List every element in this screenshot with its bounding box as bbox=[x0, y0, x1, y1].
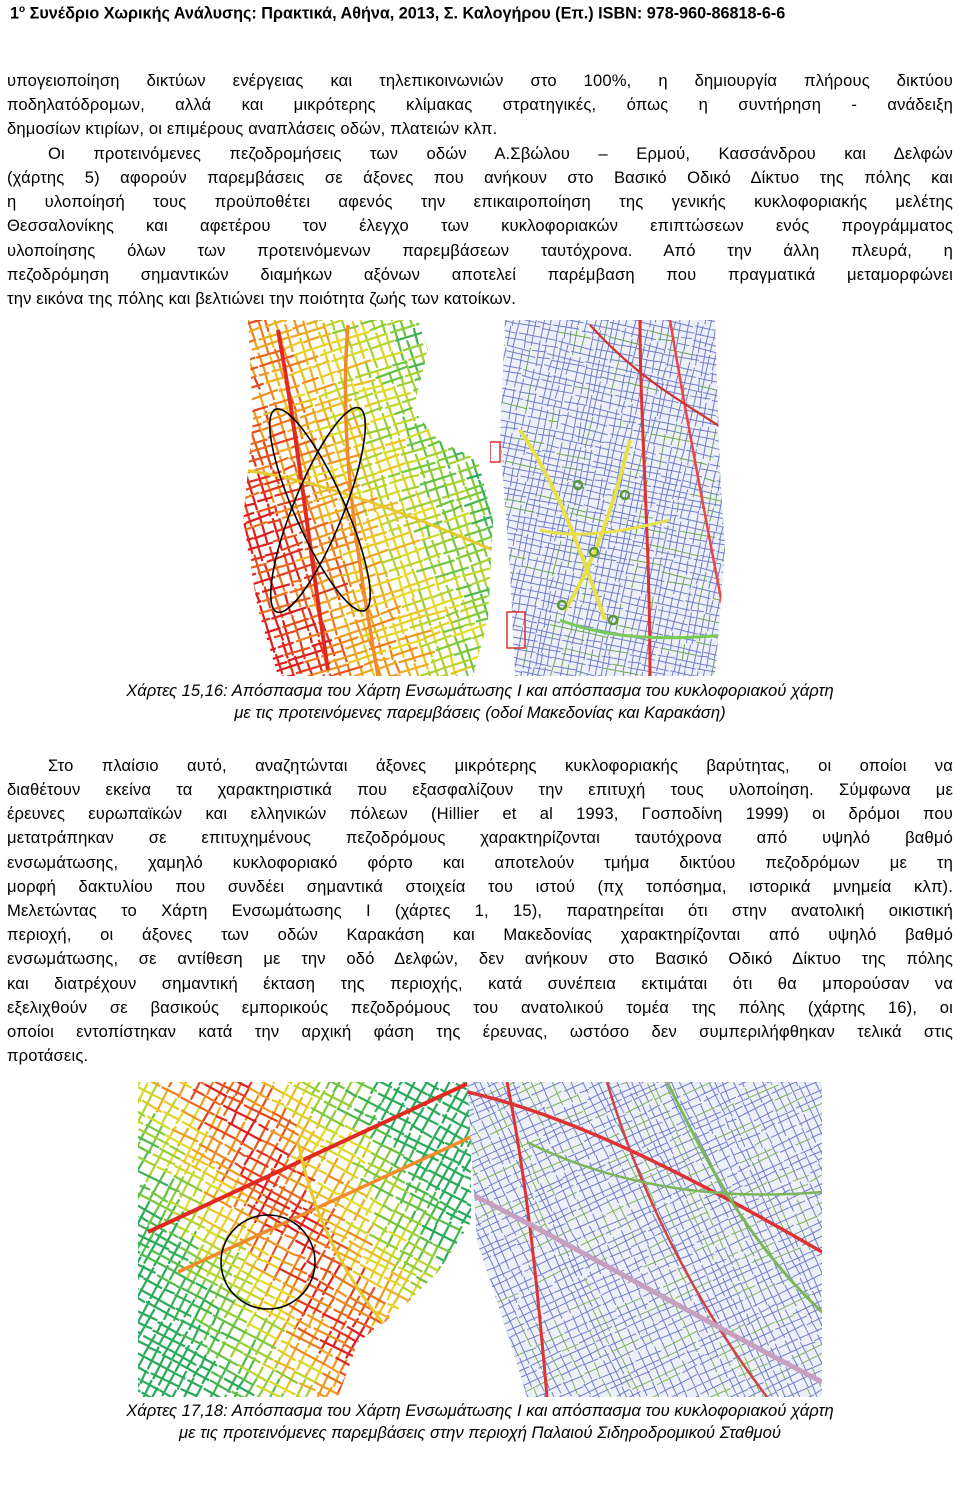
street-segment bbox=[238, 320, 243, 324]
street-segment bbox=[239, 397, 245, 411]
street-segment bbox=[238, 430, 260, 442]
street-segment bbox=[436, 422, 451, 428]
street-segment bbox=[291, 579, 302, 583]
text-line: υπογειοποίηση δικτύων ενέργειας και τηλεπικοινωνιών στο 100%, η δημιουργία πλήρους δικτύου bbox=[7, 69, 953, 93]
street-segment bbox=[355, 366, 392, 379]
street-segment bbox=[451, 444, 458, 463]
street-segment bbox=[456, 381, 469, 418]
street-segment bbox=[430, 412, 439, 438]
street-segment bbox=[264, 628, 281, 634]
street-segment bbox=[238, 658, 240, 676]
street-segment bbox=[244, 562, 267, 571]
street-segment bbox=[479, 480, 485, 498]
street-segment bbox=[245, 348, 250, 362]
street-segment bbox=[436, 383, 460, 392]
street-segment bbox=[434, 363, 468, 375]
street-segment bbox=[453, 538, 459, 556]
street-segment bbox=[440, 361, 452, 365]
street-segment bbox=[292, 615, 300, 639]
street-segment bbox=[431, 352, 436, 368]
street-segment bbox=[426, 320, 434, 339]
street-segment bbox=[453, 387, 477, 395]
street-segment bbox=[450, 500, 460, 529]
street-segment bbox=[238, 561, 249, 572]
street-segment bbox=[259, 372, 269, 376]
paragraph-1 bbox=[7, 69, 953, 142]
street-segment bbox=[372, 558, 378, 575]
street-segment bbox=[329, 612, 338, 635]
street-segment bbox=[285, 341, 303, 348]
street-segment bbox=[367, 576, 403, 588]
street-segment bbox=[238, 332, 247, 344]
street-segment bbox=[467, 550, 472, 562]
street-segment bbox=[261, 641, 269, 662]
street-segment bbox=[451, 364, 457, 380]
text-line: πεζοδρόμηση σημαντικών διαμήκων αξόνων αποτελεί παρέμβαση που πραγματικά μεταμορφώνει bbox=[7, 263, 953, 287]
street-segment bbox=[448, 555, 457, 580]
street-segment bbox=[424, 324, 444, 331]
street-segment bbox=[413, 380, 447, 392]
text-line: ποδηλατόδρομων, αλλά και μικρότερης κλίμακας στρατηγικές, όπως η συντήρηση - ανάδειξη bbox=[7, 93, 953, 117]
integration-map-15 bbox=[238, 320, 498, 676]
text-line: Οι προτεινόμενες πεζοδρομήσεις των οδών Α.Σβώλου – Ερμού, Κασσάνδρου και Δελφών bbox=[48, 142, 953, 166]
street-segment bbox=[470, 419, 476, 435]
street-segment bbox=[238, 402, 242, 410]
street-segment bbox=[238, 385, 240, 414]
street-segment bbox=[456, 446, 484, 455]
street-segment bbox=[464, 339, 477, 375]
street-segment bbox=[323, 496, 331, 521]
street-segment bbox=[470, 320, 481, 333]
street-segment bbox=[458, 320, 465, 338]
street-segment bbox=[409, 470, 415, 488]
street-segment bbox=[431, 320, 441, 329]
street-segment bbox=[321, 372, 336, 377]
street-segment bbox=[456, 675, 462, 676]
street-segment bbox=[473, 601, 480, 619]
street-segment bbox=[238, 531, 245, 559]
street-segment bbox=[238, 500, 241, 511]
street-segment bbox=[244, 413, 250, 429]
street-segment bbox=[295, 353, 305, 381]
street-segment bbox=[240, 333, 245, 346]
street-segment bbox=[284, 465, 296, 470]
street-segment bbox=[460, 423, 471, 456]
street-segment bbox=[445, 320, 462, 325]
street-segment bbox=[238, 556, 242, 577]
street-segment bbox=[460, 320, 468, 326]
street-segment bbox=[238, 633, 264, 643]
street-segment bbox=[257, 675, 261, 676]
header-title: Συνέδριο Χωρικής Ανάλυσης: Πρακτικά bbox=[30, 4, 333, 22]
street-segment bbox=[255, 620, 261, 639]
street-segment bbox=[318, 418, 328, 422]
street-segment bbox=[438, 331, 462, 339]
street-segment bbox=[407, 420, 437, 430]
street-segment bbox=[466, 670, 478, 676]
street-segment bbox=[324, 556, 330, 572]
street-segment bbox=[365, 402, 378, 406]
street-segment bbox=[463, 327, 476, 331]
header-ordinal: 1 bbox=[10, 4, 19, 22]
street-segment bbox=[453, 414, 478, 423]
street-segment bbox=[371, 380, 378, 399]
street-segment bbox=[416, 320, 434, 326]
street-segment bbox=[240, 320, 269, 327]
street-segment bbox=[327, 453, 362, 466]
street-segment bbox=[480, 334, 490, 362]
street-segment bbox=[241, 502, 256, 508]
street-segment bbox=[441, 411, 448, 428]
map-layer bbox=[238, 320, 498, 676]
street-segment bbox=[239, 654, 258, 661]
street-segment bbox=[401, 536, 412, 567]
street-segment bbox=[238, 636, 244, 663]
street-segment bbox=[238, 562, 240, 597]
street-segment bbox=[474, 401, 483, 427]
street-segment bbox=[238, 608, 243, 628]
street-segment bbox=[468, 326, 480, 361]
street-segment bbox=[244, 590, 254, 619]
street-segment bbox=[417, 413, 431, 418]
street-segment bbox=[454, 423, 462, 447]
street-segment bbox=[354, 393, 373, 400]
street-segment bbox=[448, 406, 454, 421]
street-segment bbox=[303, 337, 319, 343]
street-segment bbox=[238, 415, 239, 423]
street-segment bbox=[418, 345, 428, 373]
street-segment bbox=[274, 630, 296, 638]
street-segment bbox=[238, 385, 240, 397]
street-segment bbox=[425, 338, 438, 343]
street-segment bbox=[292, 374, 299, 394]
street-segment bbox=[478, 620, 486, 640]
street-segment bbox=[451, 399, 460, 422]
street-segment bbox=[238, 593, 260, 605]
street-segment bbox=[238, 570, 243, 578]
street-segment bbox=[241, 577, 246, 588]
street-segment bbox=[447, 345, 478, 356]
street-segment bbox=[456, 345, 466, 374]
street-segment bbox=[238, 482, 243, 498]
paragraph-2 bbox=[7, 166, 953, 311]
street-segment bbox=[255, 377, 260, 389]
street-segment bbox=[251, 658, 256, 673]
street-segment bbox=[238, 606, 249, 614]
street-segment bbox=[315, 526, 325, 554]
street-segment bbox=[360, 453, 383, 461]
street-segment bbox=[238, 429, 242, 439]
street-segment bbox=[240, 597, 253, 635]
paragraph-2-first bbox=[48, 142, 953, 166]
street-segment bbox=[241, 631, 251, 658]
street-segment bbox=[462, 402, 492, 412]
street-segment bbox=[239, 415, 245, 435]
street-segment bbox=[427, 343, 460, 354]
street-segment bbox=[362, 484, 387, 493]
street-segment bbox=[477, 376, 481, 386]
text-line: υλοποίησης όλων των προτεινόμενων παρεμβάσεων ταυτόχρονα. Από την άλλη πλευρά, η bbox=[7, 239, 953, 263]
street-segment bbox=[238, 351, 249, 357]
text-line: η υλοποίησή τους προϋποθέτει αφενός την επικαιροποίηση της γενικής κυκλοφοριακής μελέτης bbox=[7, 190, 953, 214]
street-segment bbox=[447, 371, 473, 380]
street-segment bbox=[238, 376, 257, 383]
street-segment bbox=[395, 483, 404, 509]
running-header bbox=[10, 4, 955, 23]
street-segment bbox=[305, 384, 313, 407]
street-segment bbox=[442, 491, 465, 499]
street-segment bbox=[252, 635, 261, 660]
street-segment bbox=[238, 346, 240, 357]
street-segment bbox=[456, 549, 486, 559]
street-segment bbox=[459, 420, 486, 429]
street-segment bbox=[341, 570, 360, 577]
street-segment bbox=[475, 437, 482, 456]
street-segment bbox=[238, 586, 242, 592]
street-segment bbox=[238, 485, 244, 522]
street-segment bbox=[434, 340, 445, 372]
street-segment bbox=[444, 430, 477, 441]
text-line: (χάρτης 5) αφορούν παρεμβάσεις σε άξονες που ανήκουν στο Βασικό Οδικό Δίκτυο της πόλης και bbox=[7, 166, 953, 190]
street-segment bbox=[261, 662, 268, 676]
street-segment bbox=[238, 615, 252, 621]
street-segment bbox=[319, 320, 331, 321]
text-line: την εικόνα της πόλης και βελτιώνει την ποιότητα ζωής των κατοίκων. bbox=[7, 287, 953, 311]
street-segment bbox=[238, 449, 247, 475]
street-segment bbox=[414, 396, 452, 409]
street-segment bbox=[467, 376, 475, 399]
street-segment bbox=[292, 324, 304, 329]
street-segment bbox=[446, 429, 451, 442]
street-segment bbox=[256, 506, 275, 513]
street-segment bbox=[436, 368, 448, 404]
street-segment bbox=[417, 584, 435, 590]
street-segment bbox=[238, 453, 247, 465]
street-segment bbox=[438, 412, 461, 420]
header-rest: , Αθήνα, 2013, Σ. Καλογήρου (Επ.) ISBN: 978-960-86818-6-6 bbox=[332, 4, 785, 22]
street-segment bbox=[262, 583, 290, 593]
street-segment bbox=[428, 644, 432, 657]
street-segment bbox=[238, 638, 271, 649]
street-segment bbox=[378, 491, 400, 499]
street-segment bbox=[405, 659, 412, 676]
street-segment bbox=[471, 565, 480, 593]
street-segment bbox=[399, 495, 416, 501]
street-segment bbox=[385, 439, 406, 447]
street-segment bbox=[238, 327, 239, 362]
street-segment bbox=[372, 351, 402, 362]
text-line: δημοσίων κτιρίων, οι επιμέρους αναπλάσεις οδών, πλατειών κλπ. bbox=[7, 117, 953, 141]
street-segment bbox=[321, 444, 334, 448]
street-segment bbox=[242, 492, 260, 499]
street-segment bbox=[238, 551, 245, 559]
street-segment bbox=[307, 356, 318, 360]
street-segment bbox=[238, 320, 240, 333]
street-segment bbox=[238, 574, 256, 586]
street-segment bbox=[238, 463, 242, 467]
street-segment bbox=[399, 674, 403, 676]
street-segment bbox=[457, 493, 463, 512]
street-segment bbox=[238, 362, 245, 382]
street-segment bbox=[335, 435, 364, 444]
street-segment bbox=[244, 665, 250, 676]
street-segment bbox=[238, 357, 256, 368]
street-segment bbox=[325, 320, 354, 326]
street-segment bbox=[414, 374, 432, 380]
street-segment bbox=[238, 419, 247, 424]
street-segment bbox=[444, 372, 453, 398]
street-segment bbox=[238, 516, 244, 529]
street-segment bbox=[429, 373, 438, 397]
street-segment bbox=[432, 400, 470, 412]
street-segment bbox=[462, 373, 493, 383]
street-segment bbox=[437, 521, 448, 554]
street-segment bbox=[443, 320, 456, 345]
header-ordinal-sup: ο bbox=[19, 4, 25, 15]
text-line: Θεσσαλονίκης και αφετέρου τον έλεγχο των κυκλοφοριακών επιπτώσεων ενός προγράμματος bbox=[7, 214, 953, 238]
street-segment bbox=[245, 560, 256, 592]
street-segment bbox=[266, 375, 275, 401]
street-segment bbox=[440, 331, 451, 362]
street-segment bbox=[251, 601, 262, 605]
street-segment bbox=[397, 381, 414, 387]
street-segment bbox=[417, 491, 427, 495]
street-segment bbox=[461, 440, 477, 445]
street-segment bbox=[445, 429, 457, 433]
street-segment bbox=[435, 398, 440, 411]
street-segment bbox=[453, 351, 480, 360]
street-segment bbox=[304, 415, 310, 430]
